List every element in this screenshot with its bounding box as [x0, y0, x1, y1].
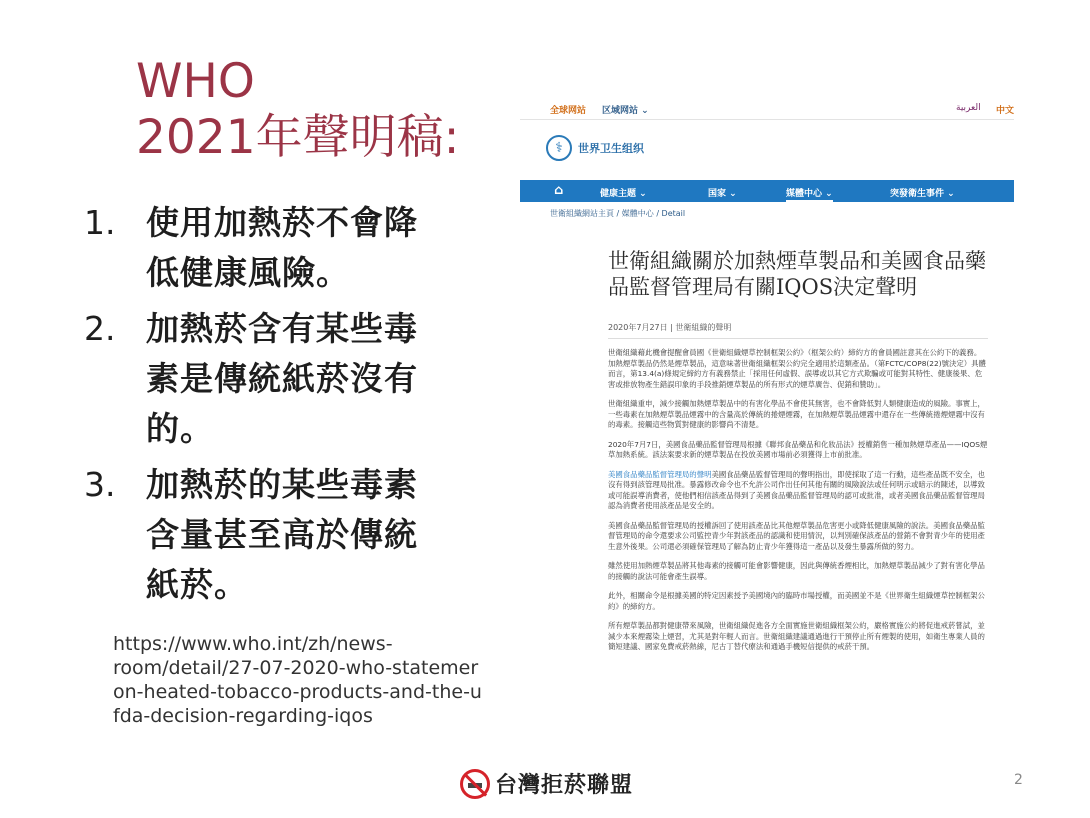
article-paragraph: 美國食品藥品監督管理局的授權訴回了使用該產品比其他煙草製品危害更小或降低健康風險的說法。美國食品藥品監督管理局的命令還要求公司監控青少年對該產品的認識和使用情況，以判別確保該產品的營銷不會對青少年的使用產生意外後果。公司還必須確保管理局了解為防止青少年獲得這一產品以及發生暴露所做的努力。 [608, 520, 985, 551]
language-chinese-link[interactable]: 中文 [996, 106, 1014, 116]
source-url-line: fda-decision-regarding-iqos [113, 705, 373, 727]
article-paragraph: 此外，相關命令是根據美國的特定因素授予美國境內的臨時市場授權，而美國並不是《世界衛生組織煙草控制框架公約》的締約方。 [608, 591, 985, 611]
no-smoking-icon [460, 769, 490, 799]
who-emblem-icon: ⚕ [546, 135, 572, 161]
key-point-text: 加熱菸的某些毒素 含量甚至高於傳統 紙菸。 [146, 465, 418, 604]
language-arabic-link[interactable]: العربية [956, 103, 981, 113]
key-points-list [84, 198, 504, 616]
nav-health-topics[interactable]: 健康主题 ⌄ [600, 189, 647, 199]
article-paragraph: 2020年7月7日，美國食品藥品監督管理局根據《聯邦食品藥品和化妝品法》授權銷售一種加熱煙草產品——IQOS煙草加熱系統。該法案要求新的煙草製品在投放美國市場前必須獲得上市前批准。 [608, 439, 988, 459]
who-logo-row[interactable] [546, 134, 644, 162]
slide-title [136, 54, 516, 166]
news-article [608, 248, 988, 653]
article-date: 2020年7月27日 | 世衛組織的聲明 [608, 322, 988, 339]
slide-title-line-2: 2021年聲明稿: [136, 110, 460, 165]
who-main-nav [520, 180, 1014, 202]
org-name: 台灣拒菸聯盟 [495, 773, 634, 798]
key-point-text: 使用加熱菸不會降 低健康風險。 [146, 203, 418, 292]
breadcrumb[interactable]: 世衛組織網站主頁 / 媒體中心 / Detail [550, 209, 686, 218]
article-title: 世衛組織關於加熱煙草製品和美國食品藥品監督管理局有關IQOS決定聲明 [608, 249, 986, 299]
key-point [84, 198, 504, 298]
who-webpage-screenshot [520, 96, 1014, 751]
nav-countries[interactable]: 国家 ⌄ [708, 189, 737, 199]
article-paragraph-text: 美國食品藥品監督管理局的聲明指出，即使採取了這一行動，這些產品既不安全，也沒有得到該管理局批准。暴露修改命令也不允許公司作出任何其他有關的風險說法或任何明示或暗示的陳述，以導致或可能誤導消費者，使他們相信該產品得到了美國食品藥品監督管理局的認可或批准，或者美國食品藥品監督管理局認為消費者使用該產品是安全的。 [608, 469, 985, 510]
global-site-link[interactable]: 全球网站 [550, 106, 587, 116]
slide-title-line-1: WHO [136, 54, 255, 109]
article-paragraph: 所有煙草製品都對健康帶來風險，世衛組織促進各方全面實施世衛組織框架公約，嚴格實施公約將促進戒菸嘗試，並減少本來煙霧染上煙習，尤其是對年輕人而言。世衛組織建議通過進行干預停止所有煙製的使用，如衛生專業人員的簡短建議、國家免費戒菸熱線，尼古丁替代療法和通過手機短信提供的戒菸干預。 [608, 621, 985, 651]
source-url[interactable] [113, 632, 521, 728]
key-point [84, 304, 504, 454]
article-paragraph: 世衛組織重申，減少接觸加熱煙草製品中的有害化學品不會使其無害，也不會降低對人類健康造成的風險。事實上，一些毒素在加熱煙草製品煙霧中的含量高於傳統的捲煙煙霧，在加熱煙草製品煙霧中還存在一些傳統捲煙煙霧中沒有的毒素。接觸這些物質對健康的影響尚不清楚。 [608, 399, 985, 429]
home-icon[interactable]: ⌂ [554, 183, 564, 198]
source-url-line: https://www.who.int/zh/news- [113, 633, 393, 655]
article-paragraph: 雖然使用加熱煙草製品將其他毒素的接觸可能會影響健康，因此與傳統香煙相比，加熱煙草製品減少了對有害化學品的接觸的說法可能會產生誤導。 [608, 561, 985, 581]
region-site-link[interactable]: 区域网站 ⌄ [602, 106, 649, 116]
who-top-bar [520, 96, 1014, 120]
nav-media-centre[interactable]: 媒體中心 ⌄ [786, 186, 833, 202]
who-logo-text: 世界卫生组织 [578, 142, 644, 155]
footer-org-logo [460, 768, 633, 799]
key-point-number: 2. [84, 309, 116, 348]
article-paragraph: 世衛組織藉此機會提醒會員國《世衛組織煙草控制框架公約》（框架公約）締約方的會員國註意其在公約下的義務。加熱煙草製品仍然是煙草製品，這意味著世衛組織框架公約完全適用於這類產品。（第FCTC/COP8(22)號決定）具體而言，第13.4(a)條規定締約方有義務禁止「採用任何虛假、誤導或以其它方式欺騙或可能對其特性、健康後果、危害或排放物產生錯誤印象的手段推銷煙草製品的所有形式的煙草廣告、促銷和贊助」。 [608, 348, 986, 389]
key-point [84, 460, 504, 610]
source-url-line: room/detail/27-07-2020-who-statemer [113, 657, 479, 679]
source-url-line: on-heated-tobacco-products-and-the-u [113, 681, 482, 703]
nav-emergencies[interactable]: 突發衛生事件 ⌄ [890, 189, 955, 199]
fda-statement-link[interactable]: 美國食品藥品監督管理局的聲明 [608, 469, 712, 479]
article-paragraph [608, 470, 988, 512]
page-number: 2 [1014, 772, 1023, 788]
key-point-number: 1. [84, 203, 116, 242]
key-point-number: 3. [84, 465, 116, 504]
key-point-text: 加熱菸含有某些毒 素是傳統紙菸沒有 的。 [146, 309, 418, 448]
